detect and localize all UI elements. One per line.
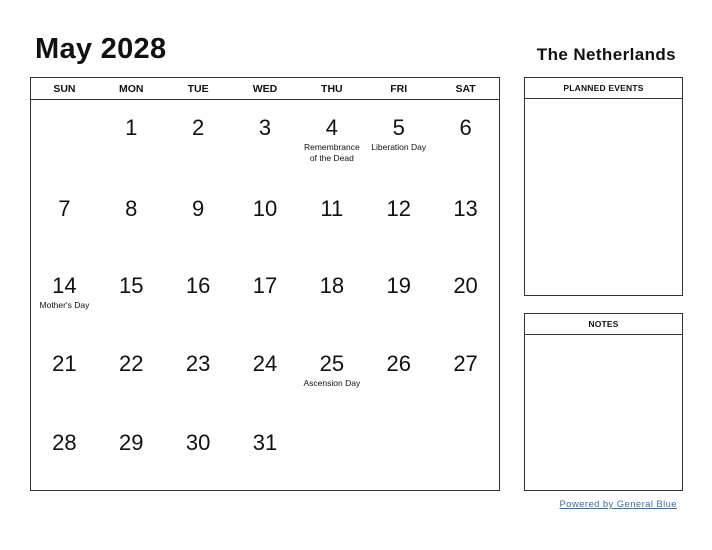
day-cell (365, 100, 432, 181)
day-cell (365, 336, 432, 415)
day-number: 31 (252, 430, 278, 455)
day-cell (31, 336, 98, 415)
day-cell (98, 415, 165, 491)
day-number: 15 (119, 273, 144, 298)
weekday-sat: SAT (455, 82, 476, 95)
day-number (432, 415, 499, 431)
powered-by-link[interactable]: Powered by General Blue (559, 499, 677, 510)
weekday-header-row (31, 78, 499, 100)
day-number: 9 (192, 196, 205, 221)
day-number (365, 415, 432, 431)
day-number: 16 (185, 273, 211, 298)
day-cell (31, 415, 98, 491)
day-cell (432, 181, 499, 258)
day-cell (31, 258, 98, 336)
day-number: 7 (58, 196, 71, 221)
day-cell (365, 181, 432, 258)
day-number: 30 (185, 430, 211, 455)
planned-events-panel (524, 77, 683, 296)
day-cell (365, 258, 432, 336)
day-cell (165, 415, 232, 491)
day-number: 27 (453, 351, 478, 376)
country-name: The Netherlands (536, 45, 676, 64)
month-title: May 2028 (35, 33, 167, 65)
day-number: 29 (119, 430, 144, 455)
day-number (298, 415, 365, 431)
day-number: 26 (386, 351, 411, 376)
day-cell (98, 258, 165, 336)
day-number: 25 (319, 351, 345, 376)
day-cell (298, 336, 365, 415)
day-cell (432, 258, 499, 336)
day-cell (31, 181, 98, 258)
day-number: 17 (252, 273, 278, 298)
day-number: 13 (453, 196, 478, 221)
day-number: 14 (52, 273, 77, 298)
day-cell (232, 415, 299, 491)
day-number: 11 (320, 196, 344, 221)
day-cell (232, 100, 299, 181)
day-number: 21 (52, 351, 77, 376)
weekday-wed: WED (252, 82, 278, 95)
weeks-grid (31, 100, 499, 491)
weekday-mon: MON (119, 82, 144, 95)
day-cell (432, 336, 499, 415)
day-cell (232, 181, 299, 258)
planned-events-heading: PLANNED EVENTS (525, 78, 682, 99)
day-number: 19 (386, 273, 411, 298)
day-cell (31, 100, 98, 181)
day-number (31, 100, 98, 116)
weekday-thu: THU (321, 82, 343, 95)
weekday-fri: FRI (390, 82, 408, 95)
day-cell (298, 415, 365, 491)
weekday-tue: TUE (187, 82, 209, 95)
day-number: 18 (319, 273, 345, 298)
holiday-label: Mother's Day (39, 300, 90, 310)
day-cell (165, 181, 232, 258)
day-cell (165, 258, 232, 336)
weekday-sun: SUN (53, 82, 76, 95)
calendar-grid (30, 77, 500, 491)
day-cell (232, 336, 299, 415)
day-cell (298, 258, 365, 336)
day-number: 12 (386, 196, 411, 221)
day-number: 28 (52, 430, 77, 455)
day-number: 23 (185, 351, 211, 376)
notes-heading: NOTES (525, 314, 682, 335)
holiday-label: Liberation Day (371, 142, 427, 152)
day-number: 10 (252, 196, 278, 221)
day-number: 8 (125, 196, 138, 221)
day-cell (365, 415, 432, 491)
day-cell (432, 100, 499, 181)
day-number: 3 (258, 115, 272, 140)
holiday-label: Ascension Day (303, 378, 361, 388)
day-number: 20 (453, 273, 478, 298)
day-number: 2 (192, 115, 205, 140)
day-cell (98, 336, 165, 415)
day-number: 4 (325, 115, 338, 140)
holiday-label: Remembrance of the Dead (303, 142, 360, 163)
day-number: 5 (392, 115, 405, 140)
day-cell (165, 336, 232, 415)
notes-panel (524, 313, 683, 491)
day-cell (298, 100, 365, 181)
day-cell (232, 258, 299, 336)
day-number: 24 (252, 351, 278, 376)
day-number: 22 (119, 351, 144, 376)
day-cell (98, 100, 165, 181)
day-cell (298, 181, 365, 258)
day-number: 1 (125, 115, 138, 140)
day-cell (432, 415, 499, 491)
day-number: 6 (459, 115, 472, 140)
day-cell (165, 100, 232, 181)
day-cell (98, 181, 165, 258)
